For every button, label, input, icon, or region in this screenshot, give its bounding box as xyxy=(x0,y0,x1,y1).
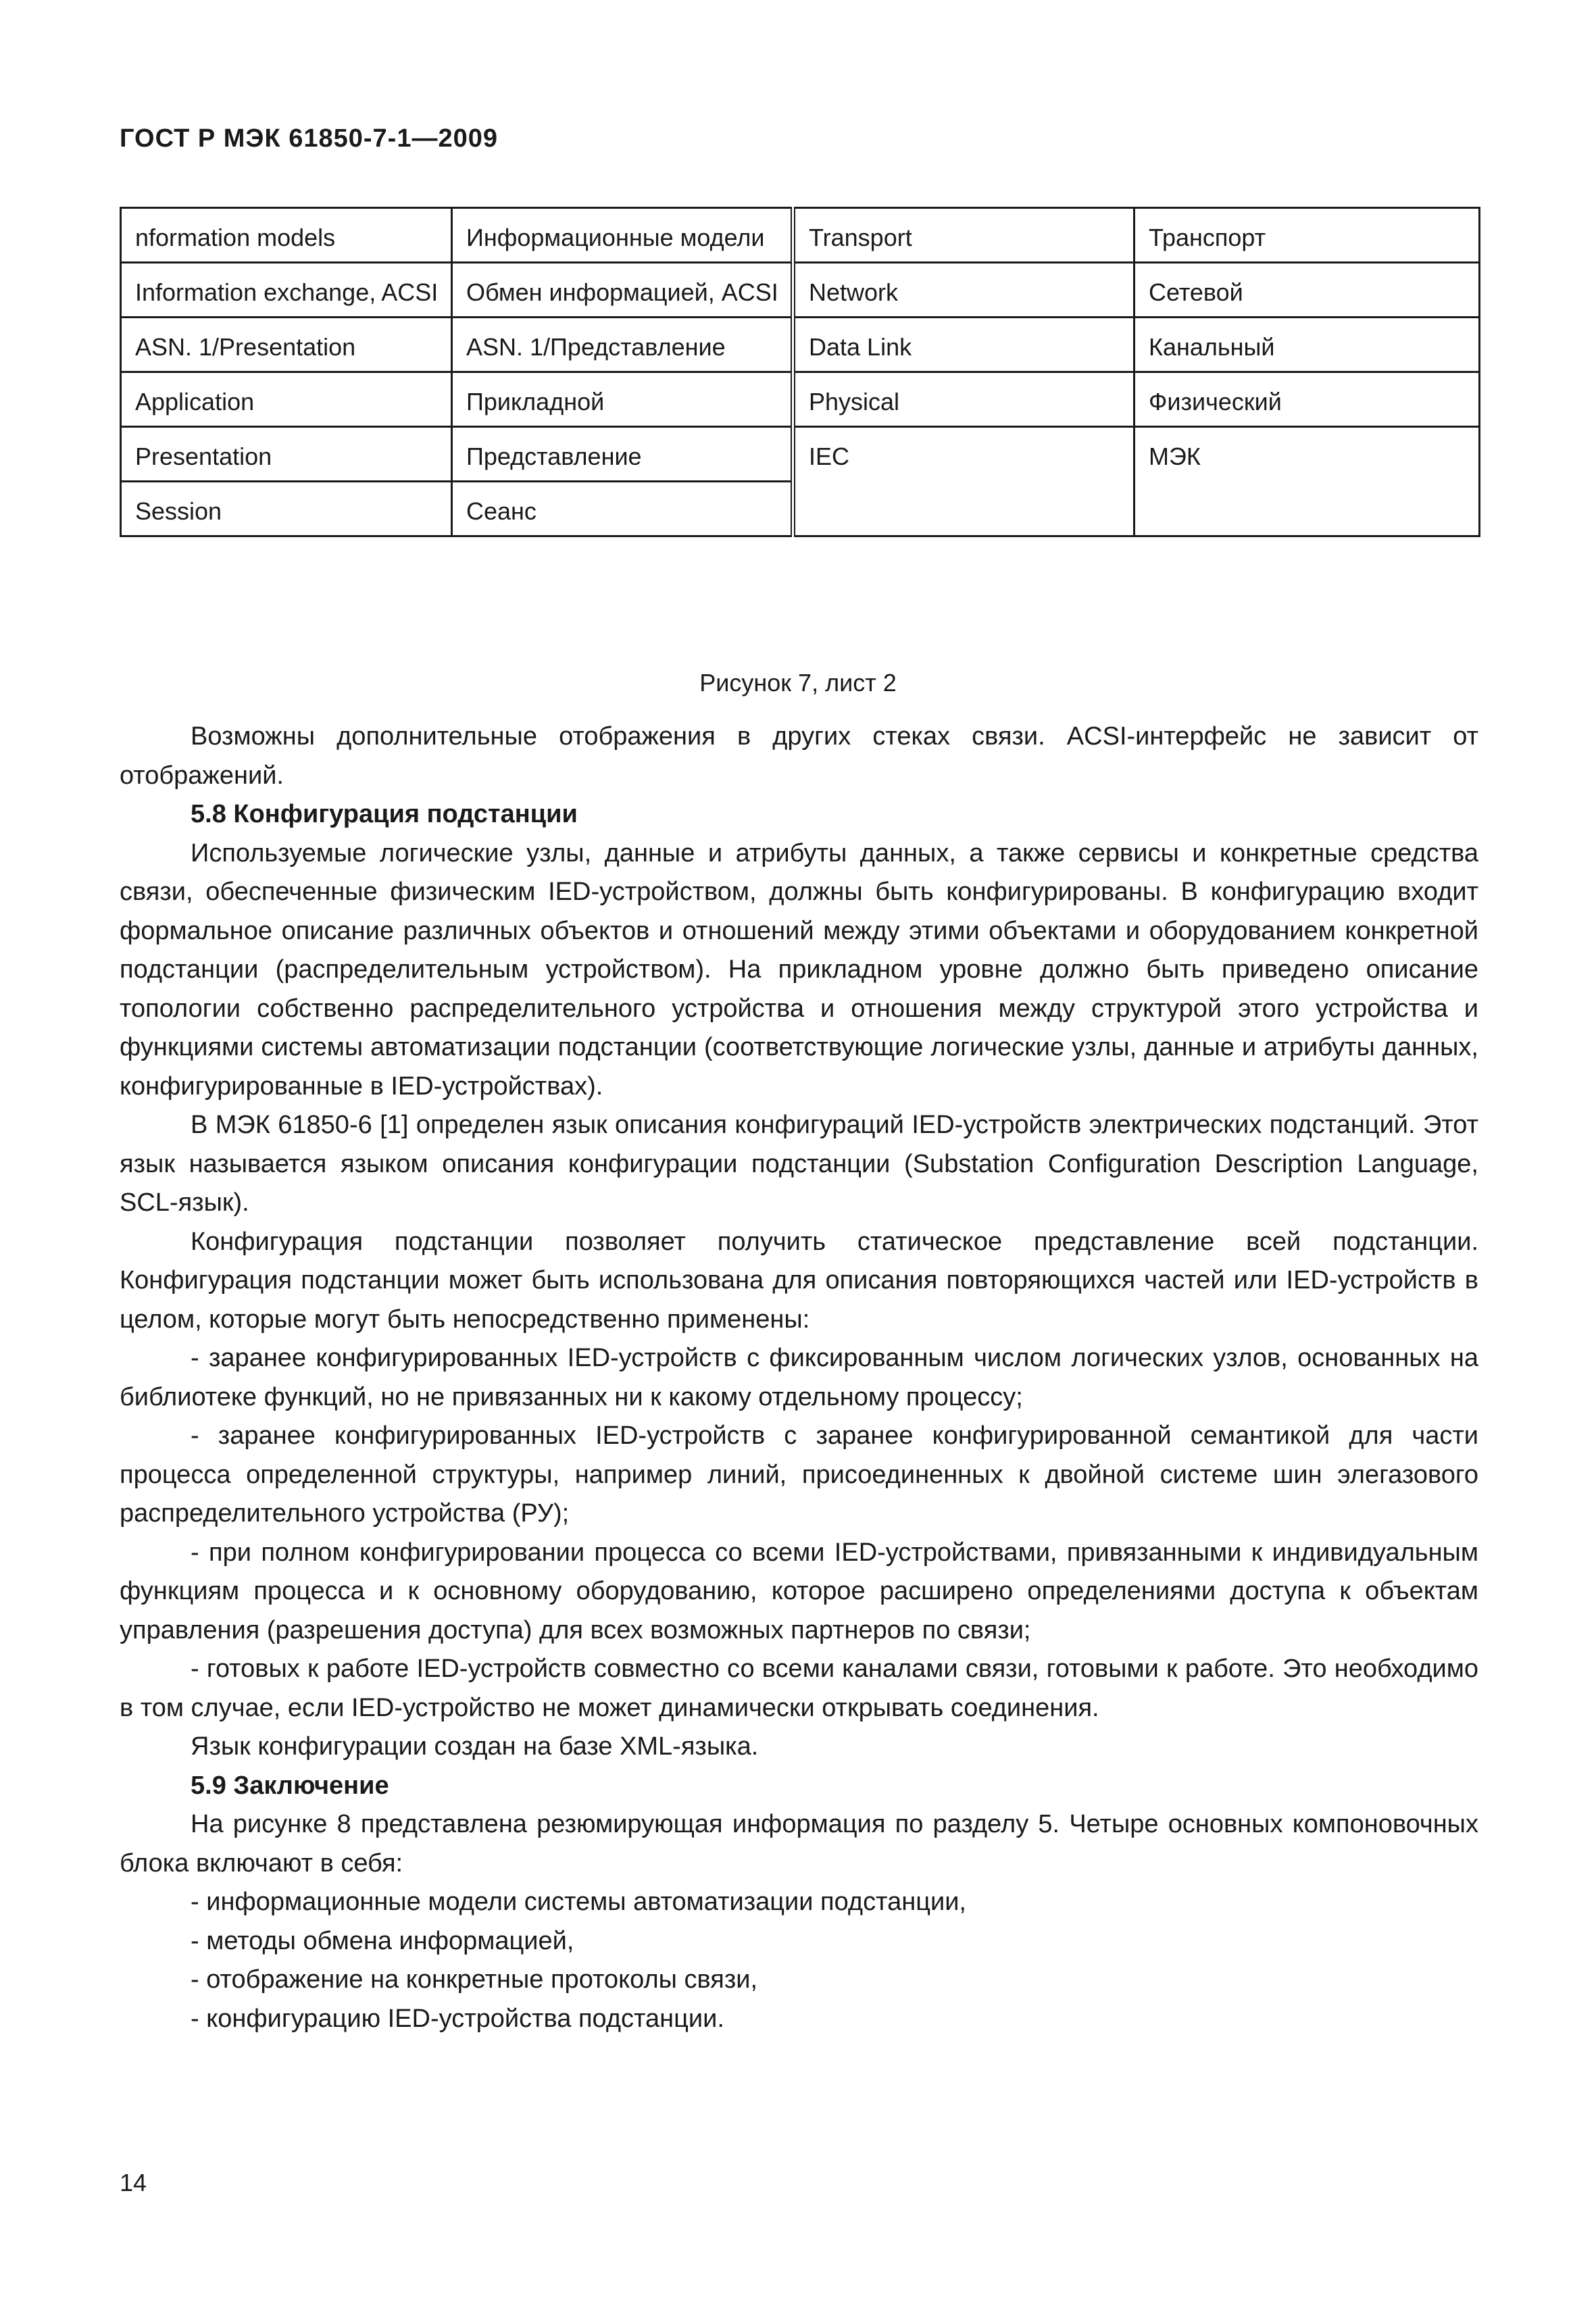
glossary-table xyxy=(120,207,1480,537)
list-item: - готовых к работе IED-устройств совместно со всеми каналами связи, готовыми к работе. Это необходимо в том случае, если IED-устройство не может динамически открывать соединения. xyxy=(120,1655,1478,1722)
document-body xyxy=(120,718,1478,2038)
list-item: - информационные модели системы автоматизации подстанции, xyxy=(191,1888,966,1916)
table-cell: Сеанс xyxy=(452,482,793,536)
table-cell: IEC xyxy=(793,427,1134,536)
table-cell: ASN. 1/Presentation xyxy=(121,318,452,372)
table-cell: Информационные модели xyxy=(452,208,793,263)
table-cell: Представление xyxy=(452,427,793,482)
table-cell: Физический xyxy=(1134,372,1480,427)
list-item: - конфигурацию IED-устройства подстанции. xyxy=(191,2004,724,2033)
table-cell: Presentation xyxy=(121,427,452,482)
table-row xyxy=(121,427,1480,482)
table-cell: Application xyxy=(121,372,452,427)
paragraph: Возможны дополнительные отображения в других стеках связи. ACSI-интерфейс не зависит от отображений. xyxy=(120,722,1478,790)
page-number: 14 xyxy=(120,2169,147,2196)
table-cell: МЭК xyxy=(1134,427,1480,536)
table-cell: Канальный xyxy=(1134,318,1480,372)
table-row xyxy=(121,263,1480,318)
table-cell: nformation models xyxy=(121,208,452,263)
list-item: - заранее конфигурированных IED-устройств с фиксированным числом логических узлов, основанных на библиотеке функций, но не привязанных ни к какому отдельному процессу; xyxy=(120,1344,1478,1411)
table-row xyxy=(121,208,1480,263)
table-cell: Data Link xyxy=(793,318,1134,372)
table-cell: Network xyxy=(793,263,1134,318)
list-item: - заранее конфигурированных IED-устройств с заранее конфигурированной семантикой для части процесса определенной структуры, например линий, присоединенных к двойной системе шин элегазового распределительного устройства (РУ); xyxy=(120,1422,1478,1528)
figure-caption: Рисунок 7, лист 2 xyxy=(699,669,897,697)
table-cell: Транспорт xyxy=(1134,208,1480,263)
table-row xyxy=(121,318,1480,372)
document-header: ГОСТ Р МЭК 61850-7-1—2009 xyxy=(120,124,498,153)
table-cell: Physical xyxy=(793,372,1134,427)
table-row xyxy=(121,372,1480,427)
paragraph: Конфигурация подстанции позволяет получить статическое представление всей подстанции. Конфигурация подстанции может быть использована для описания повторяющихся частей или IED-устройств в целом, которые могут быть непосредственно применены: xyxy=(120,1227,1478,1334)
table-cell: Transport xyxy=(793,208,1134,263)
paragraph: Язык конфигурации создан на базе XML-языка. xyxy=(191,1732,759,1761)
section-heading: 5.8 Конфигурация подстанции xyxy=(191,800,578,828)
section-heading: 5.9 Заключение xyxy=(191,1771,389,1800)
table-cell: Session xyxy=(121,482,452,536)
table-cell: Обмен информацией, ACSI xyxy=(452,263,793,318)
list-item: - отображение на конкретные протоколы связи, xyxy=(191,1965,758,1994)
paragraph: На рисунке 8 представлена резюмирующая информация по разделу 5. Четыре основных компоновочных блока включают в себя: xyxy=(120,1810,1478,1878)
paragraph: В МЭК 61850-6 [1] определен язык описания конфигураций IED-устройств электрических подстанций. Этот язык называется языком описания конфигурации подстанции (Substation Configuration Description Language, SCL-язык). xyxy=(120,1111,1478,1217)
table-cell: Сетевой xyxy=(1134,263,1480,318)
table-cell: Information exchange, ACSI xyxy=(121,263,452,318)
table-cell: ASN. 1/Представление xyxy=(452,318,793,372)
list-item: - при полном конфигурировании процесса со всеми IED-устройствами, привязанными к индивидуальным функциям процесса и к основному оборудованию, которое расширено определениями доступа к объектам управления (разрешения доступа) для всех возможных партнеров по связи; xyxy=(120,1538,1478,1644)
paragraph: Используемые логические узлы, данные и атрибуты данных, а также сервисы и конкретные средства связи, обеспеченные физическим IED-устройством, должны быть конфигурированы. В конфигурацию входит формальное описание различных объектов и отношений между этими объектами и оборудованием конкретной подстанции (распределительным устройством). На прикладном уровне должно быть приведено описание топологии собственно распределительного устройства и отношения между структурой этого устройства и функциями системы автоматизации подстанции (соответствующие логические узлы, данные и атрибуты данных, конфигурированные в IED-устройствах). xyxy=(120,838,1478,1101)
table-cell: Прикладной xyxy=(452,372,793,427)
list-item: - методы обмена информацией, xyxy=(191,1926,574,1955)
